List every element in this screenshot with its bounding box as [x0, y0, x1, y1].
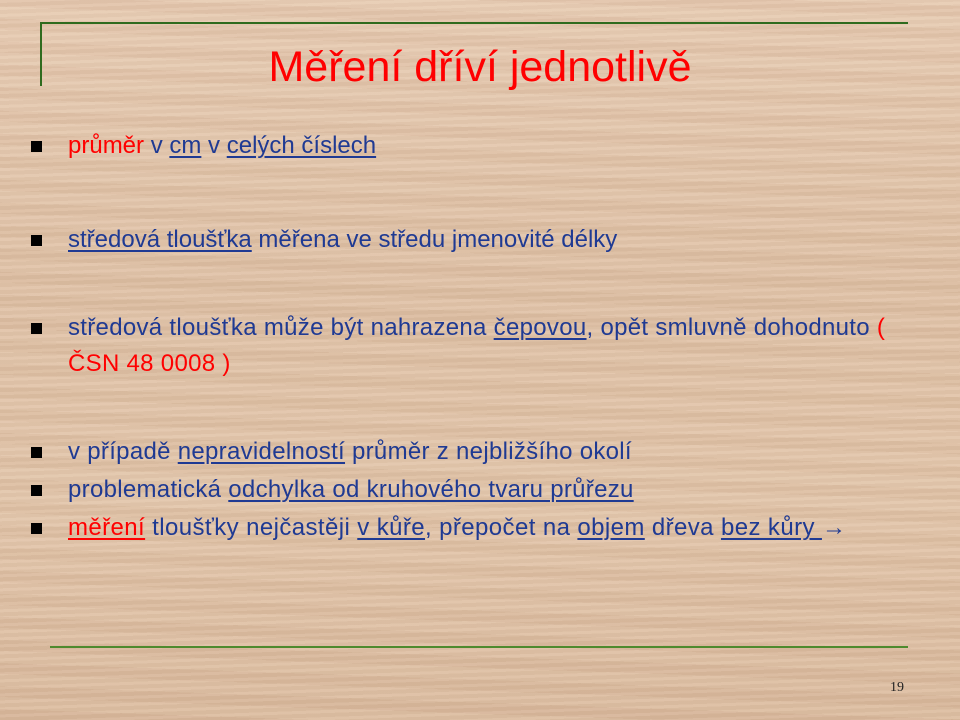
text-fragment: , přepočet na	[425, 514, 578, 541]
text-fragment: v	[201, 132, 227, 159]
term-cela-cisla: celých číslech	[226, 132, 377, 159]
square-bullet-icon	[31, 323, 42, 334]
page-number: 19	[890, 680, 904, 695]
bullet-diameter	[26, 128, 926, 164]
square-bullet-icon	[31, 523, 42, 534]
term-mereni: měření	[68, 514, 146, 541]
bullet-list	[26, 128, 926, 546]
standard-reference: ( ČSN 48 0008 )	[68, 314, 886, 377]
term-prumer: průměr	[68, 132, 145, 159]
bullet-center-thickness	[26, 222, 926, 258]
term-v-kure: v kůře	[357, 514, 426, 541]
top-rule-line	[40, 22, 908, 24]
text-fragment: průměr z nejbližšího okolí	[345, 438, 632, 465]
square-bullet-icon	[31, 447, 42, 458]
term-objem: objem	[577, 514, 645, 541]
square-bullet-icon	[31, 141, 42, 152]
text-fragment: problematická	[68, 476, 229, 503]
term-stredova-tloustka: středová tloušťka	[68, 226, 252, 253]
text-fragment: v případě	[68, 438, 178, 465]
bottom-rule-line	[50, 646, 908, 648]
term-cm: cm	[169, 132, 202, 159]
term-bez-kury: bez kůry	[720, 514, 822, 541]
text-fragment: , opět smluvně dohodnuto	[586, 314, 877, 341]
square-bullet-icon	[31, 235, 42, 246]
text-fragment: dřeva	[644, 514, 721, 541]
text-fragment: středová tloušťka může být nahrazena	[68, 314, 494, 341]
bullet-cep-thickness	[26, 310, 926, 382]
text-fragment: v	[144, 132, 170, 159]
slide-title: Měření dříví jednotlivě	[268, 43, 692, 91]
text-fragment: měřena ve středu jmenovité délky	[251, 226, 618, 253]
text-fragment: tloušťky nejčastěji	[145, 514, 358, 541]
term-nepravidelnosti: nepravidelností	[177, 438, 346, 465]
bullet-measurement-bark	[26, 510, 926, 546]
bullet-deviation	[26, 472, 926, 508]
arrow-right-icon: →	[821, 514, 847, 541]
term-odchylka: odchylka od kruhového tvaru průřezu	[228, 476, 634, 503]
bullet-irregularities	[26, 434, 926, 470]
term-cepova: čepovou	[493, 314, 587, 341]
square-bullet-icon	[31, 485, 42, 496]
